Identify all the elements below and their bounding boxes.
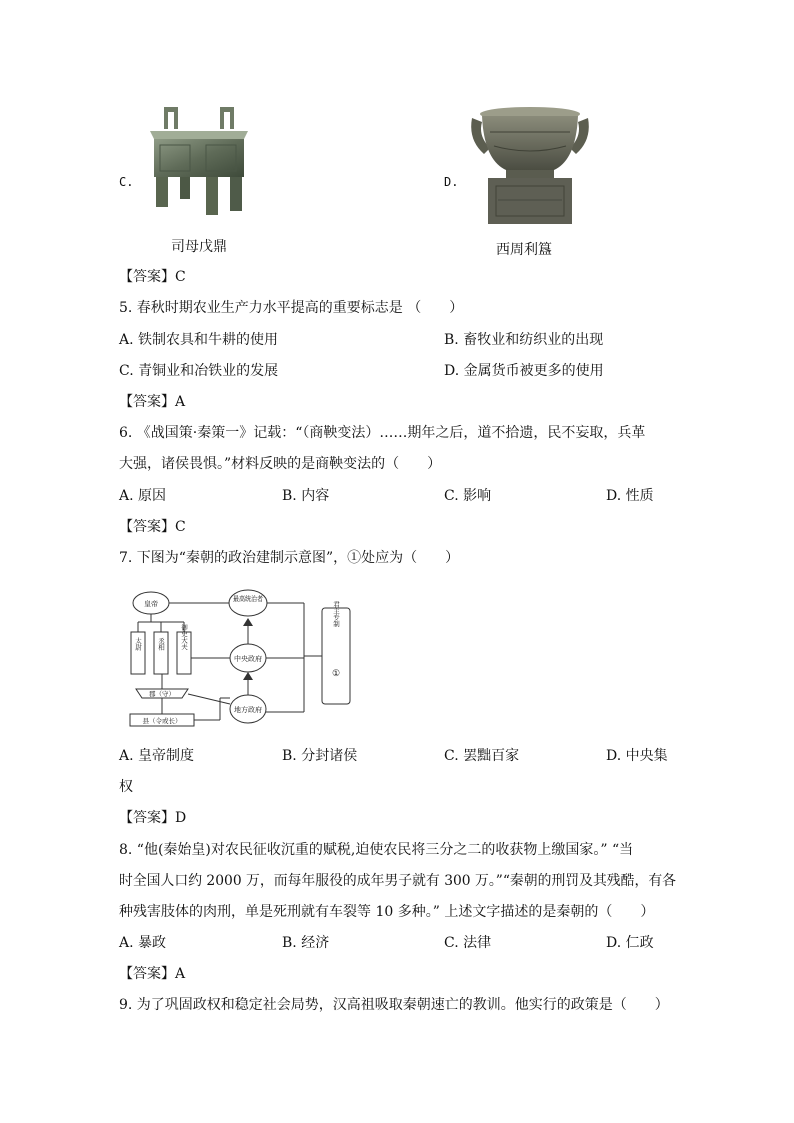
q6-option-d: D. 性质 [606,488,654,504]
q6-option-a: A. 原因 [119,488,167,504]
diagram-central-gov: 中央政府 [234,655,262,663]
q7-option-b: B. 分封诸侯 [282,748,358,764]
li-gui-image [468,104,592,226]
q5-option-d: D. 金属货币被更多的使用 [444,363,604,379]
answer-q6: 【答案】C [119,519,186,535]
diagram-autocracy: 君主专制 [332,601,340,627]
q7-option-c: C. 罢黜百家 [444,748,520,764]
q5-option-a: A. 铁制农具和牛耕的使用 [119,332,279,348]
q7-option-d: D. 中央集 [606,748,668,764]
q5-option-c: C. 青铜业和冶铁业的发展 [119,363,279,379]
diagram-yushi: 御史大夫 [180,624,188,650]
q6-stem-line1: 6. 《战国策·秦策一》记载：“（商鞅变法）……期年之后，道不拾遗，民不妄取，兵革 [119,425,646,441]
q6-option-c: C. 影响 [444,488,492,504]
option-d-caption: 西周利簋 [496,242,552,258]
diagram-taiwei: 太尉 [134,637,142,651]
q8-option-b: B. 经济 [282,935,330,951]
answer-q7: 【答案】D [119,810,187,826]
qin-political-diagram [122,588,358,732]
q8-option-a: A. 暴政 [119,935,167,951]
q8-option-c: C. 法律 [444,935,492,951]
q8-stem-line2: 时全国人口约 2000 万，而每年服役的成年男子就有 300 万。”“秦朝的刑罚及其残酷，有各 [119,873,676,889]
option-c-caption: 司母戊鼎 [171,239,227,255]
option-d-label: D. [444,175,459,189]
diagram-emperor: 皇帝 [144,600,158,608]
answer-q4: 【答案】C [119,269,186,285]
option-c-label: C. [119,175,134,189]
answer-q8: 【答案】A [119,966,186,982]
q7-stem: 7. 下图为“秦朝的政治建制示意图”，①处应为（ ） [119,550,460,566]
answer-q5: 【答案】A [119,394,186,410]
diagram-xian: 县（令或长） [142,717,182,725]
diagram-local-gov: 地方政府 [234,706,262,714]
q7-option-a: A. 皇帝制度 [119,748,195,764]
q8-option-d: D. 仁政 [606,935,654,951]
q8-stem-line1: 8. “他(秦始皇)对农民征收沉重的赋税,迫使农民将三分之二的收获物上缴国家。” “当 [119,842,634,858]
diagram-marker: ① [331,669,341,679]
diagram-jun: 郡（守） [149,690,175,698]
q6-option-b: B. 内容 [282,488,330,504]
q7-option-d-continued: 权 [119,779,133,795]
diagram-supreme: 最高统治者 [233,595,268,603]
q8-stem-line3: 种残害肢体的肉刑，单是死刑就有车裂等 10 多种。” 上述文字描述的是秦朝的（ ） [119,904,655,920]
q5-option-b: B. 畜牧业和纺织业的出现 [444,332,604,348]
q6-stem-line2: 大强，诸侯畏惧。”材料反映的是商鞅变法的（ ） [119,456,442,472]
q9-stem: 9. 为了巩固政权和稳定社会局势，汉高祖吸取秦朝速亡的教训。他实行的政策是（ ） [119,997,669,1013]
q5-stem: 5. 春秋时期农业生产力水平提高的重要标志是 （ ） [119,300,464,316]
simuwu-ding-image [146,103,252,221]
diagram-chengxiang: 丞相 [157,637,165,651]
